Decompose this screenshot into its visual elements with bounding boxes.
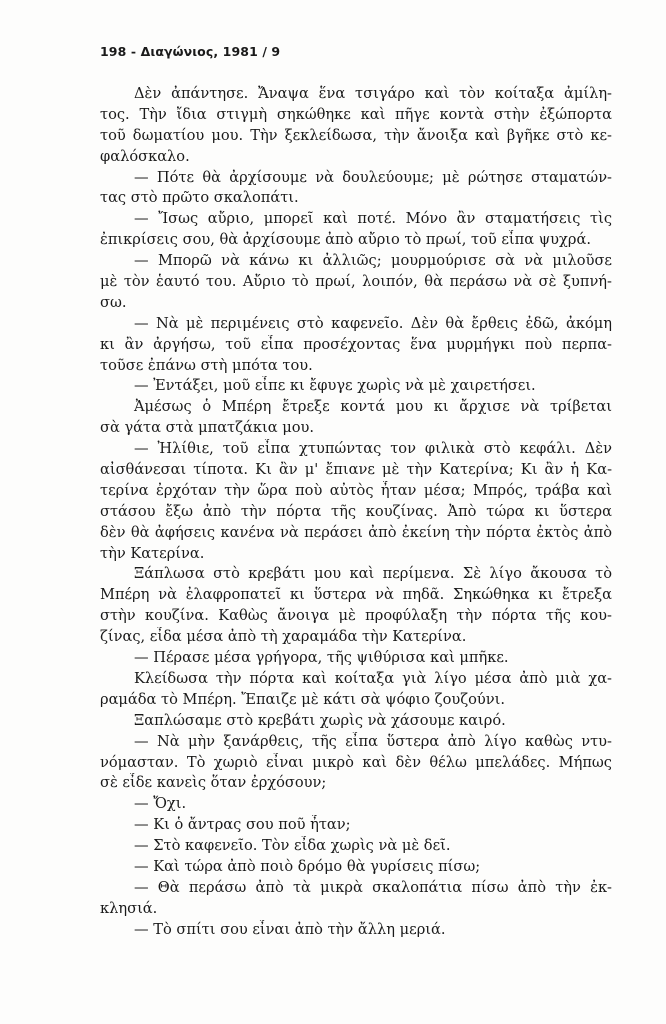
text-line: ἐπικρίσεις σου, θὰ ἀρχίσουμε ἀπὸ αὔριο τὸ πρωί, τοῦ εἶπα ψυχρά. <box>100 231 591 249</box>
body-text <box>100 84 612 941</box>
text-line: — Ὄχι. <box>134 795 187 813</box>
text-line: — Νὰ μὲ περιμένεις στὸ καφενεῖο. Δὲν θὰ ἔρθεις ἐδῶ, ἀκόμη <box>134 314 612 332</box>
text-line: τὴν Κατερίνα. <box>100 544 205 562</box>
text-line: — Ἴσως αὔριο, μπορεῖ καὶ ποτέ. Μόνο ἂν σταματήσεις τὶς <box>134 210 612 228</box>
text-line: σὲ εἶδε κανεὶς ὅταν ἐρχόσουν; <box>100 774 327 792</box>
text-line: — Ἠλίθιε, τοῦ εἶπα χτυπώντας τον φιλικὰ στὸ κεφάλι. Δὲν <box>134 440 612 458</box>
text-line: κλησιά. <box>100 899 158 917</box>
text-line: — Ἐντάξει, μοῦ εἶπε κι ἔφυγε χωρὶς νὰ μὲ χαιρετήσει. <box>134 377 536 395</box>
text-line: — Πέρασε μέσα γρήγορα, τῆς ψιθύρισα καὶ μπῆκε. <box>134 649 509 667</box>
running-header: 198 - Διαγώνιος, 1981 / 9 <box>100 44 281 59</box>
text-line: Ἀμέσως ὁ Μπέρη ἔτρεξε κοντά μου κι ἄρχισε νὰ τρίβεται <box>134 398 612 416</box>
text-line: κι ἂν ἀργήσω, τοῦ εἶπα προσέχοντας ἕνα μυρμήγκι ποὺ περπα- <box>100 335 612 353</box>
text-line: — Μπορῶ νὰ κάνω κι ἀλλιῶς; μουρμούρισε σὰ νὰ μιλοῦσε <box>134 252 612 270</box>
text-line: ραμάδα τὸ Μπέρη. Ἔπαιζε μὲ κάτι σὰ ψόφιο ζουζούνι. <box>100 690 506 708</box>
text-line: τερίνα ἐρχόταν τὴν ὥρα ποὺ αὐτὸς ἦταν μέσα; Μπρός, τράβα καὶ <box>100 481 612 499</box>
text-line: αἰσθάνεσαι τίποτα. Κι ἂν μ' ἔπιανε μὲ τὴν Κατερίνα; Κι ἂν ἡ Κα- <box>100 461 612 479</box>
text-line: τας στὸ πρῶτο σκαλοπάτι. <box>100 189 299 207</box>
text-line: — Νὰ μὴν ξανάρθεις, τῆς εἶπα ὕστερα ἀπὸ λίγο καθὼς ντυ- <box>134 732 612 750</box>
text-line: — Τὸ σπίτι σου εἶναι ἀπὸ τὴν ἄλλη μεριά. <box>134 920 446 938</box>
text-line: στὴν κουζίνα. Καθὼς ἄνοιγα μὲ προφύλαξη τὴν πόρτα τῆς κου- <box>100 607 612 625</box>
text-line: τοῦ δωματίου μου. Τὴν ξεκλείδωσα, τὴν ἄνοιξα καὶ βγῆκε στὸ κε- <box>100 126 612 144</box>
text-line: φαλόσκαλο. <box>100 147 190 165</box>
text-line: — Κι ὁ ἄντρας σου ποῦ ἦταν; <box>134 816 351 834</box>
text-line: Δὲν ἀπάντησε. Ἄναψα ἕνα τσιγάρο καὶ τὸν κοίταξα ἀμίλη- <box>134 85 612 102</box>
text-line: Κλείδωσα τὴν πόρτα καὶ κοίταξα γιὰ λίγο μέσα ἀπὸ μιὰ χα- <box>134 669 612 687</box>
text-line: τοῦσε ἐπάνω στὴ μπότα του. <box>100 356 313 374</box>
text-line: ζίνας, εἶδα μέσα ἀπὸ τὴ χαραμάδα τὴν Κατερίνα. <box>100 628 467 646</box>
text-line: νόμασταν. Τὸ χωριὸ εἶναι μικρὸ καὶ δὲν θέλω μπελάδες. Μήπως <box>100 753 612 771</box>
text-line: στάσου ἔξω ἀπὸ τὴν πόρτα τῆς κουζίνας. Ἀπὸ τώρα κι ὕστερα <box>100 502 612 520</box>
text-line: μὲ τὸν ἑαυτό του. Αὔριο τὸ πρωί, λοιπόν, θὰ περάσω νὰ σὲ ξυπνή- <box>100 273 612 291</box>
text-line: Ξάπλωσα στὸ κρεβάτι μου καὶ περίμενα. Σὲ λίγο ἄκουσα τὸ <box>134 565 612 583</box>
text-line: — Καὶ τώρα ἀπὸ ποιὸ δρόμο θὰ γυρίσεις πίσω; <box>134 857 481 875</box>
text-line: Μπέρη νὰ ἐλαφροπατεῖ κι ὕστερα νὰ πηδᾶ. Σηκώθηκα κι ἔτρεξα <box>100 586 612 604</box>
text-line: Ξαπλώσαμε στὸ κρεβάτι χωρὶς νὰ χάσουμε καιρό. <box>134 711 506 729</box>
text-line: — Θὰ περάσω ἀπὸ τὰ μικρὰ σκαλοπάτια πίσω ἀπὸ τὴν ἐκ- <box>134 878 612 896</box>
text-line: δὲν θὰ ἀφήσεις κανένα νὰ περάσει ἀπὸ ἐκείνη τὴν πόρτα ἐκτὸς ἀπὸ <box>100 523 612 541</box>
text-line: — Στὸ καφενεῖο. Τὸν εἶδα χωρὶς νὰ μὲ δεῖ. <box>134 837 451 855</box>
text-line: τος. Τὴν ἴδια στιγμὴ σηκώθηκε καὶ πῆγε κοντὰ στὴν ἐξώπορτα <box>100 105 612 123</box>
text-line: σὰ γάτα στὰ μπατζάκια μου. <box>100 419 315 437</box>
text-line: σω. <box>100 293 127 311</box>
text-line: — Πότε θὰ ἀρχίσουμε νὰ δουλεύουμε; μὲ ρώτησε σταματών- <box>134 168 612 186</box>
